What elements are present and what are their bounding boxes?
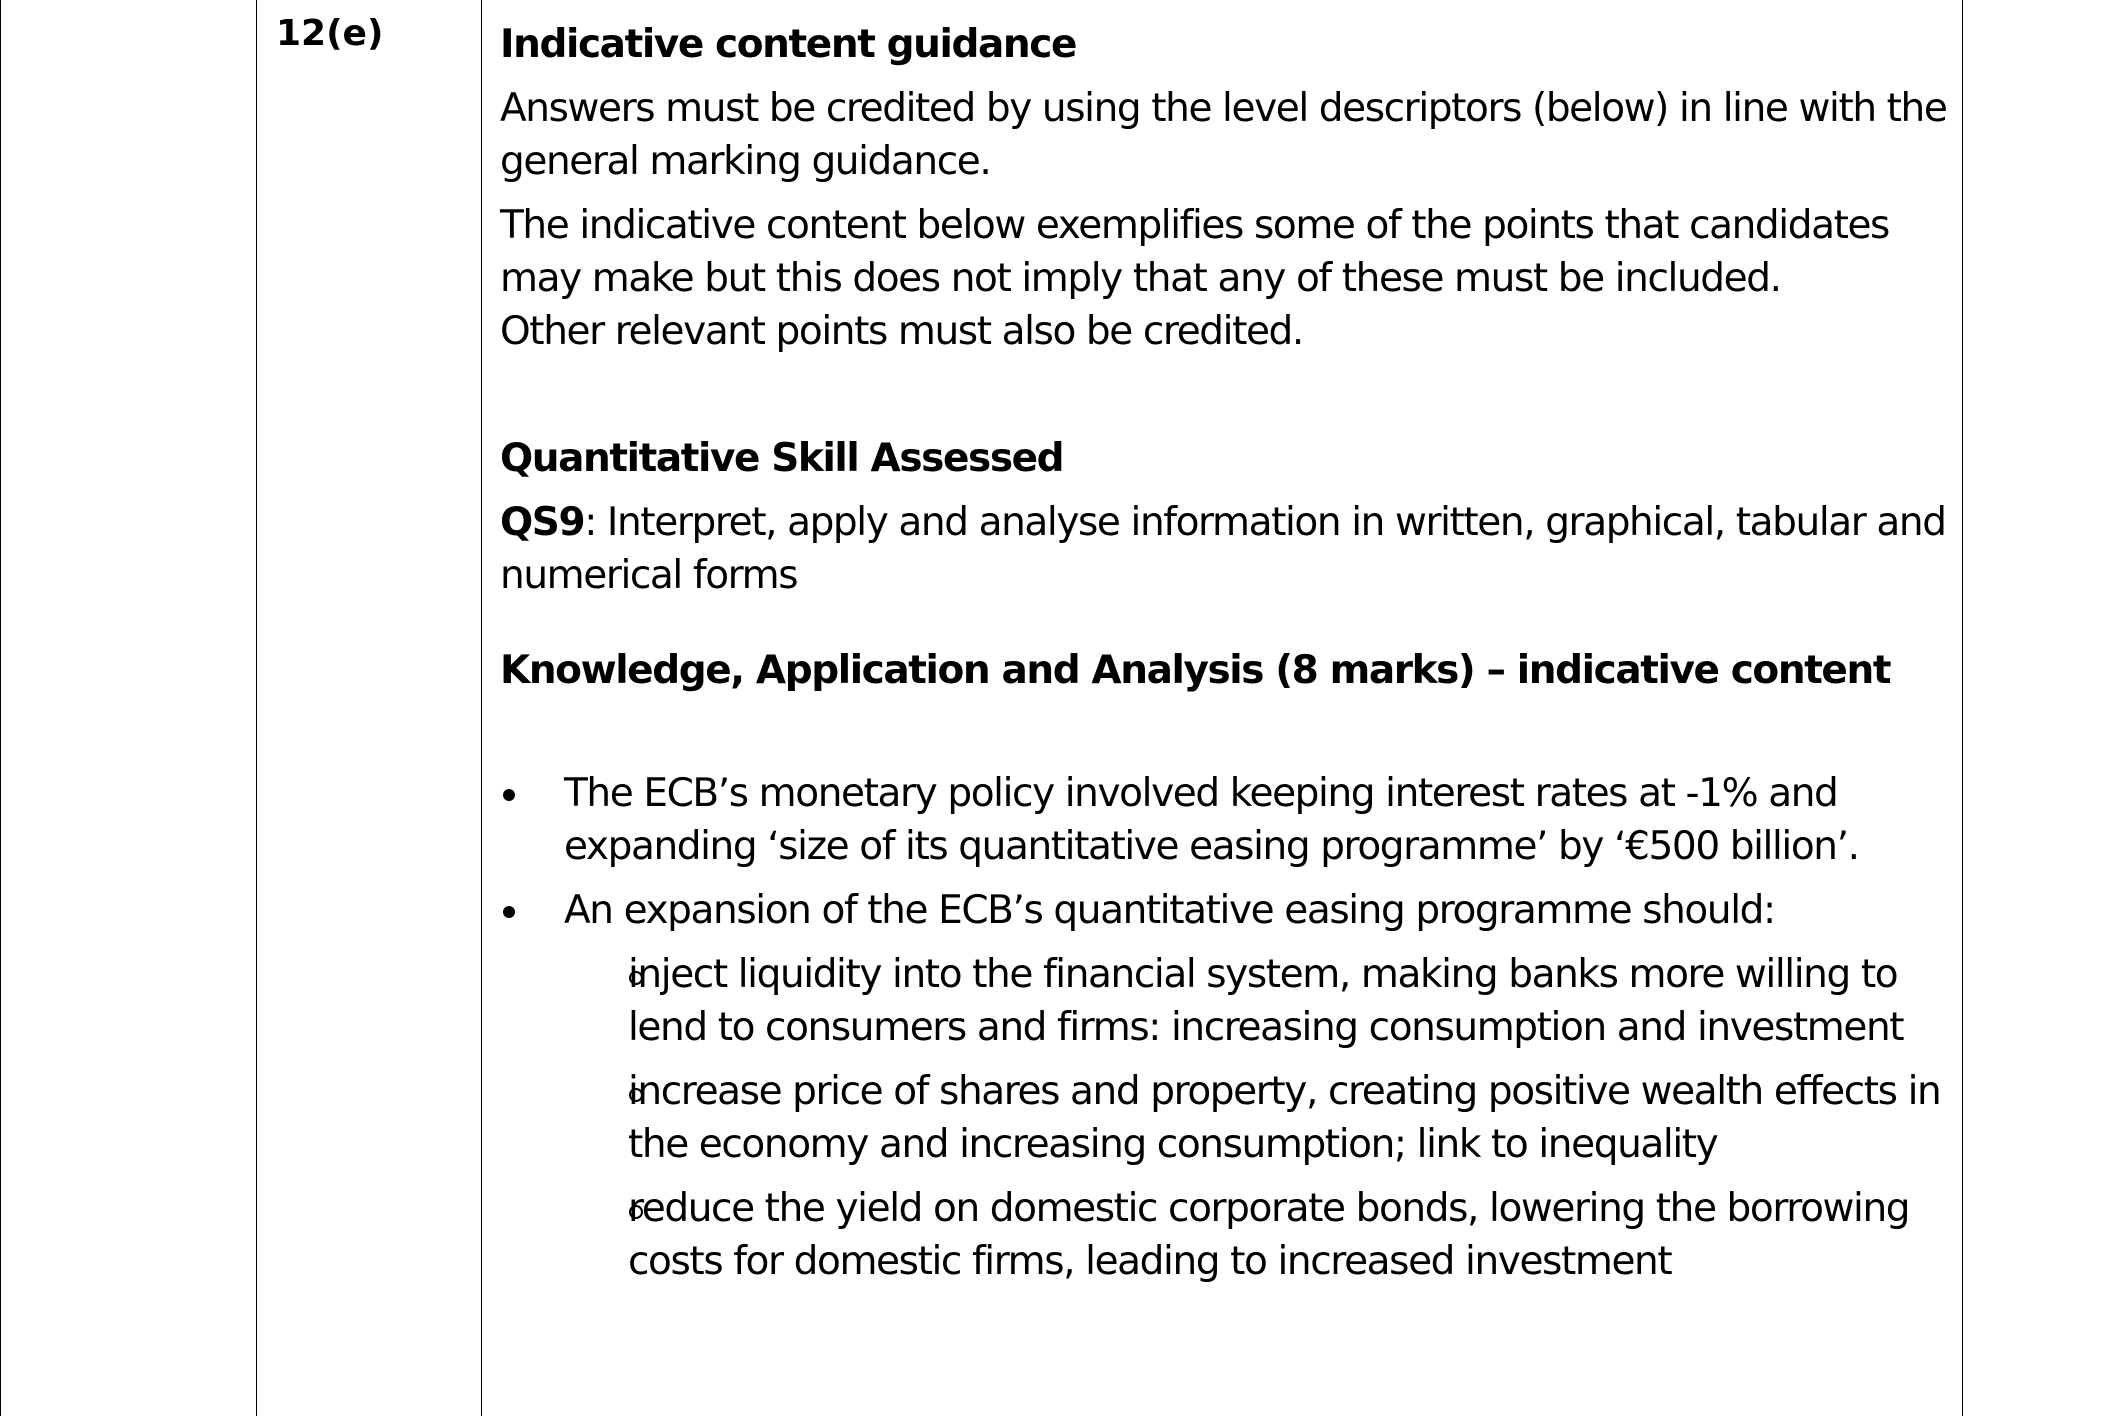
bullet-icon — [503, 906, 515, 918]
sub-bullet-text: inject liquidity into the financial system, making banks more willing to lend to consumers and firms: increasing consumption and investment — [628, 952, 1904, 1050]
list-item — [500, 884, 1960, 1288]
sub-list-item — [500, 948, 1960, 1054]
guidance-heading: Indicative content guidance — [500, 22, 1077, 67]
sub-bullet-list — [564, 948, 1960, 1288]
skill-text: : Interpret, apply and analyse information in written, graphical, tabular and numerical forms — [500, 500, 1946, 598]
skill-heading: Quantitative Skill Assessed — [500, 436, 1064, 481]
sub-bullet-text: increase price of shares and property, creating positive wealth effects in the economy and increasing consumption; link to inequality — [628, 1069, 1941, 1167]
knowledge-heading: Knowledge, Application and Analysis (8 marks) – indicative content — [500, 648, 1891, 693]
sub-list-item — [500, 1065, 1960, 1171]
bullet-icon — [503, 789, 515, 801]
skill-code: QS9 — [500, 500, 585, 545]
hollow-bullet-icon — [629, 971, 643, 985]
question-number: 12(e) — [276, 13, 384, 54]
answer-content — [500, 18, 1960, 1288]
sub-list-item — [500, 1182, 1960, 1288]
list-item — [500, 767, 1960, 873]
sub-bullet-text: reduce the yield on domestic corporate bonds, lowering the borrowing costs for domestic firms, leading to increased investment — [628, 1186, 1910, 1284]
guidance-paragraph-1: Answers must be credited by using the level descriptors (below) in line with the general marking guidance. — [500, 86, 1947, 184]
hollow-bullet-icon — [629, 1088, 643, 1102]
guidance-paragraph-2: The indicative content below exemplifies some of the points that candidates may make but this does not imply that any of these must be included. — [500, 203, 1889, 301]
bullet-list — [500, 767, 1960, 1288]
table-border-right — [1962, 0, 1963, 1416]
guidance-paragraph-3: Other relevant points must also be credited. — [500, 309, 1303, 354]
table-border-content-column — [481, 0, 482, 1416]
hollow-bullet-icon — [629, 1205, 643, 1219]
table-border-question-column — [256, 0, 257, 1416]
table-border-left — [0, 0, 1, 1416]
skill-description — [500, 496, 1960, 602]
bullet-text: The ECB’s monetary policy involved keeping interest rates at -1% and expanding ‘size of its quantitative easing programme’ by ‘€500 billion’. — [564, 771, 1859, 869]
bullet-text: An expansion of the ECB’s quantitative easing programme should: — [564, 888, 1775, 933]
